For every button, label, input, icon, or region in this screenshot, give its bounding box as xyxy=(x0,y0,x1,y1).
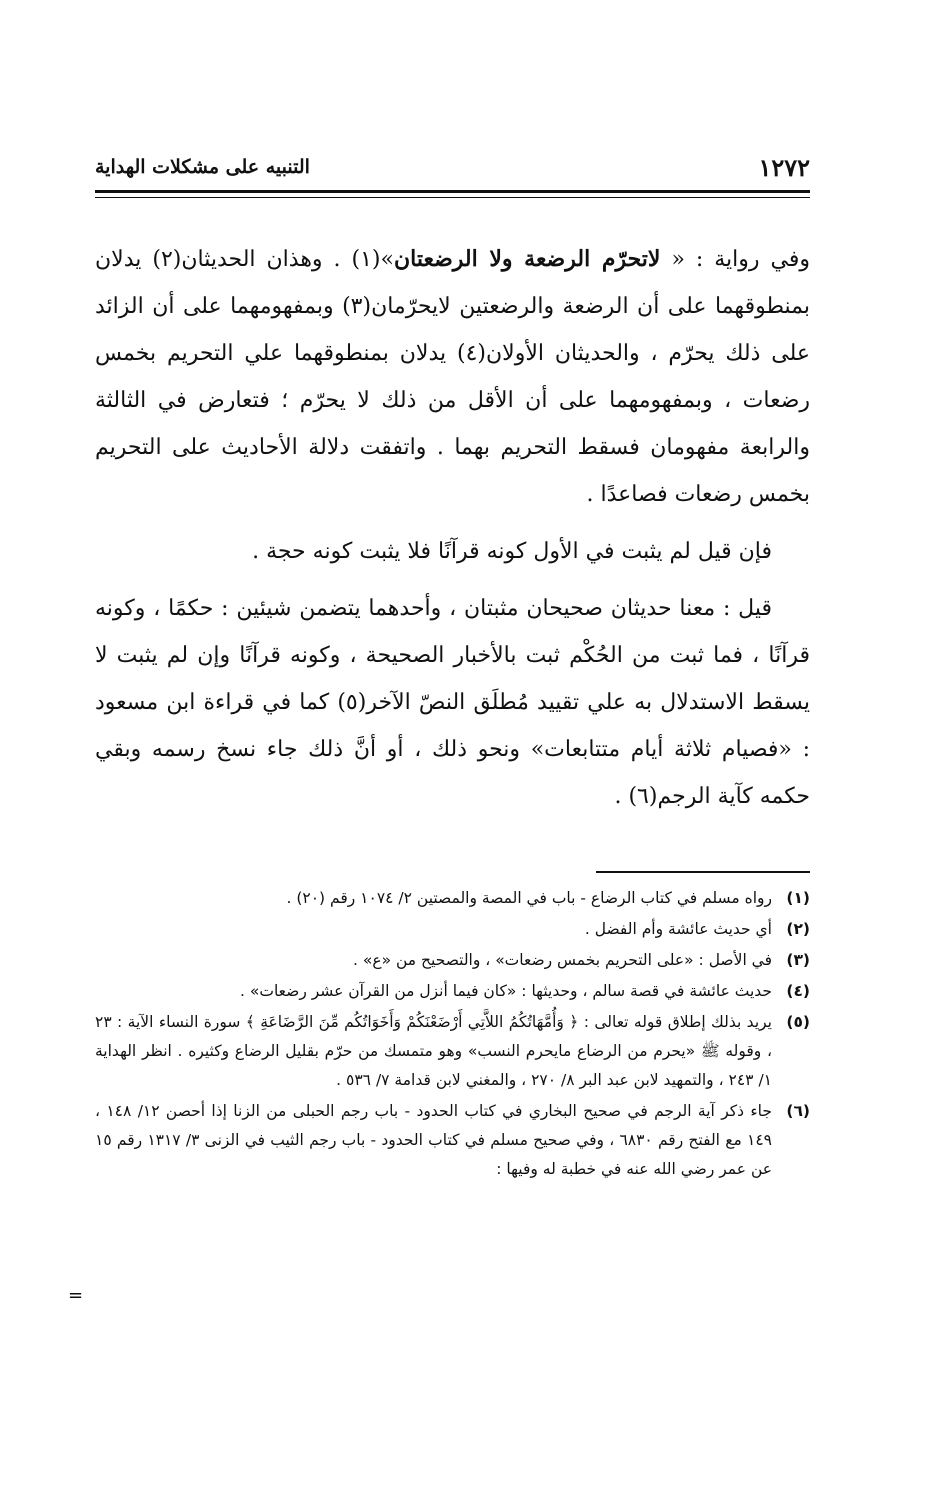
paragraph-2: فإن قيل لم يثبت في الأول كونه قرآنًا فلا يثبت كونه حجة . xyxy=(252,539,772,564)
footnote-text: حديث عائشة في قصة سالم ، وحديثها : «كان فيما أنزل من القرآن عشر رضعات» . xyxy=(240,982,772,1000)
footnote-number: (٤) xyxy=(786,982,810,1000)
footnote-text: رواه مسلم في كتاب الرضاع - باب في المصة والمصتين ٢/ ١٠٧٤ رقم (٢٠) . xyxy=(286,889,772,907)
paragraph-3: قيل : معنا حديثان صحيحان مثبتان ، وأحدهما يتضمن شيئين : حكمًا ، وكونه قرآنًا ، فما ثبت من الحُكْم ثبت بالأخبار الصحيحة ، وكونه قرآنًا وإن لم يثبت لا يسقط الاستدلال به علي تقييد مُطلَق النصّ الآخر(٥) كما في قراءة ابن مسعود : «فصيام ثلاثة أيام متتابعات» ونحو ذلك ، أو أنَّ ذلك جاء نسخ رسمه وبقي حكمه كآية الرجم(٦) . xyxy=(95,596,810,809)
footnote-text: يريد بذلك إطلاق قوله تعالى : ﴿ وَأُمَّهَاتُكُمُ اللاَّتِي أَرْضَعْنَكُمْ وَأَخَوَاتُكُم مِّنَ الرَّضَاعَةِ ﴾ سورة النساء الآية : ٢٣ ، وقوله ﷺ «يحرم من الرضاع مايحرم النسب» وهو متمسك من حرّم بقليل الرضاع وكثيره . انظر الهداية ١/ ٢٤٣ ، والتمهيد لابن عبد البر ٨/ ٢٧٠ ، والمغني لابن قدامة ٧/ ٥٣٦ . xyxy=(95,1013,772,1089)
paragraph-1 xyxy=(95,236,810,518)
footnotes xyxy=(95,884,810,1186)
footnote-separator xyxy=(596,871,810,873)
footnote-text: جاء ذكر آية الرجم في صحيح البخاري في كتاب الحدود - باب رجم الحبلى من الزنا إذا أحصن ١٢/ ١٤٨ ، ١٤٩ مع الفتح رقم ٦٨٣٠ ، وفي صحيح مسلم في كتاب الحدود - باب رجم الثيب في الزنى ٣/ ١٣١٧ رقم ١٥ عن عمر رضي الله عنه في خطبة له وفيها : xyxy=(95,1102,772,1178)
footnote-number: (٦) xyxy=(786,1102,810,1120)
header-rule-thick xyxy=(95,190,810,193)
footnote xyxy=(95,915,810,944)
footnote-number: (١) xyxy=(786,889,810,907)
continuation-mark: = xyxy=(68,1285,84,1306)
running-title: التنبيه على مشكلات الهداية xyxy=(95,156,310,178)
page-number: ١٢٧٢ xyxy=(758,152,810,182)
footnote-number: (٢) xyxy=(786,920,810,938)
main-text xyxy=(95,236,810,830)
footnote-text: أي حديث عائشة وأم الفضل . xyxy=(584,920,772,938)
page-header xyxy=(95,150,810,184)
footnote xyxy=(95,946,810,975)
footnote-number: (٣) xyxy=(786,951,810,969)
footnote xyxy=(95,1097,810,1184)
footnote xyxy=(95,977,810,1006)
footnote-text: في الأصل : «على التحريم بخمس رضعات» ، والتصحيح من «ع» . xyxy=(353,951,772,969)
p1-lead: وفي رواية : « xyxy=(660,247,810,272)
p1-rest: »(١) . وهذان الحديثان(٢) يدلان بمنطوقهما على أن الرضعة والرضعتين لايحرّمان(٣) وبمفهومهما على أن الزائد على ذلك يحرّم ، والحديثان الأولان(٤) يدلان بمنطوقهما علي التحريم بخمس رضعات ، وبمفهومهما على أن الأقل من ذلك لا يحرّم ؛ فتعارض في الثالثة والرابعة مفهومان فسقط التحريم بهما . واتفقت دلالة الأحاديث على التحريم بخمس رضعات فصاعدًا . xyxy=(95,247,810,507)
header-rule-thin xyxy=(95,197,810,198)
footnote xyxy=(95,1008,810,1095)
p1-quote: لاتحرّم الرضعة ولا الرضعتان xyxy=(393,246,661,272)
footnote-number: (٥) xyxy=(786,1013,810,1031)
footnote xyxy=(95,884,810,913)
